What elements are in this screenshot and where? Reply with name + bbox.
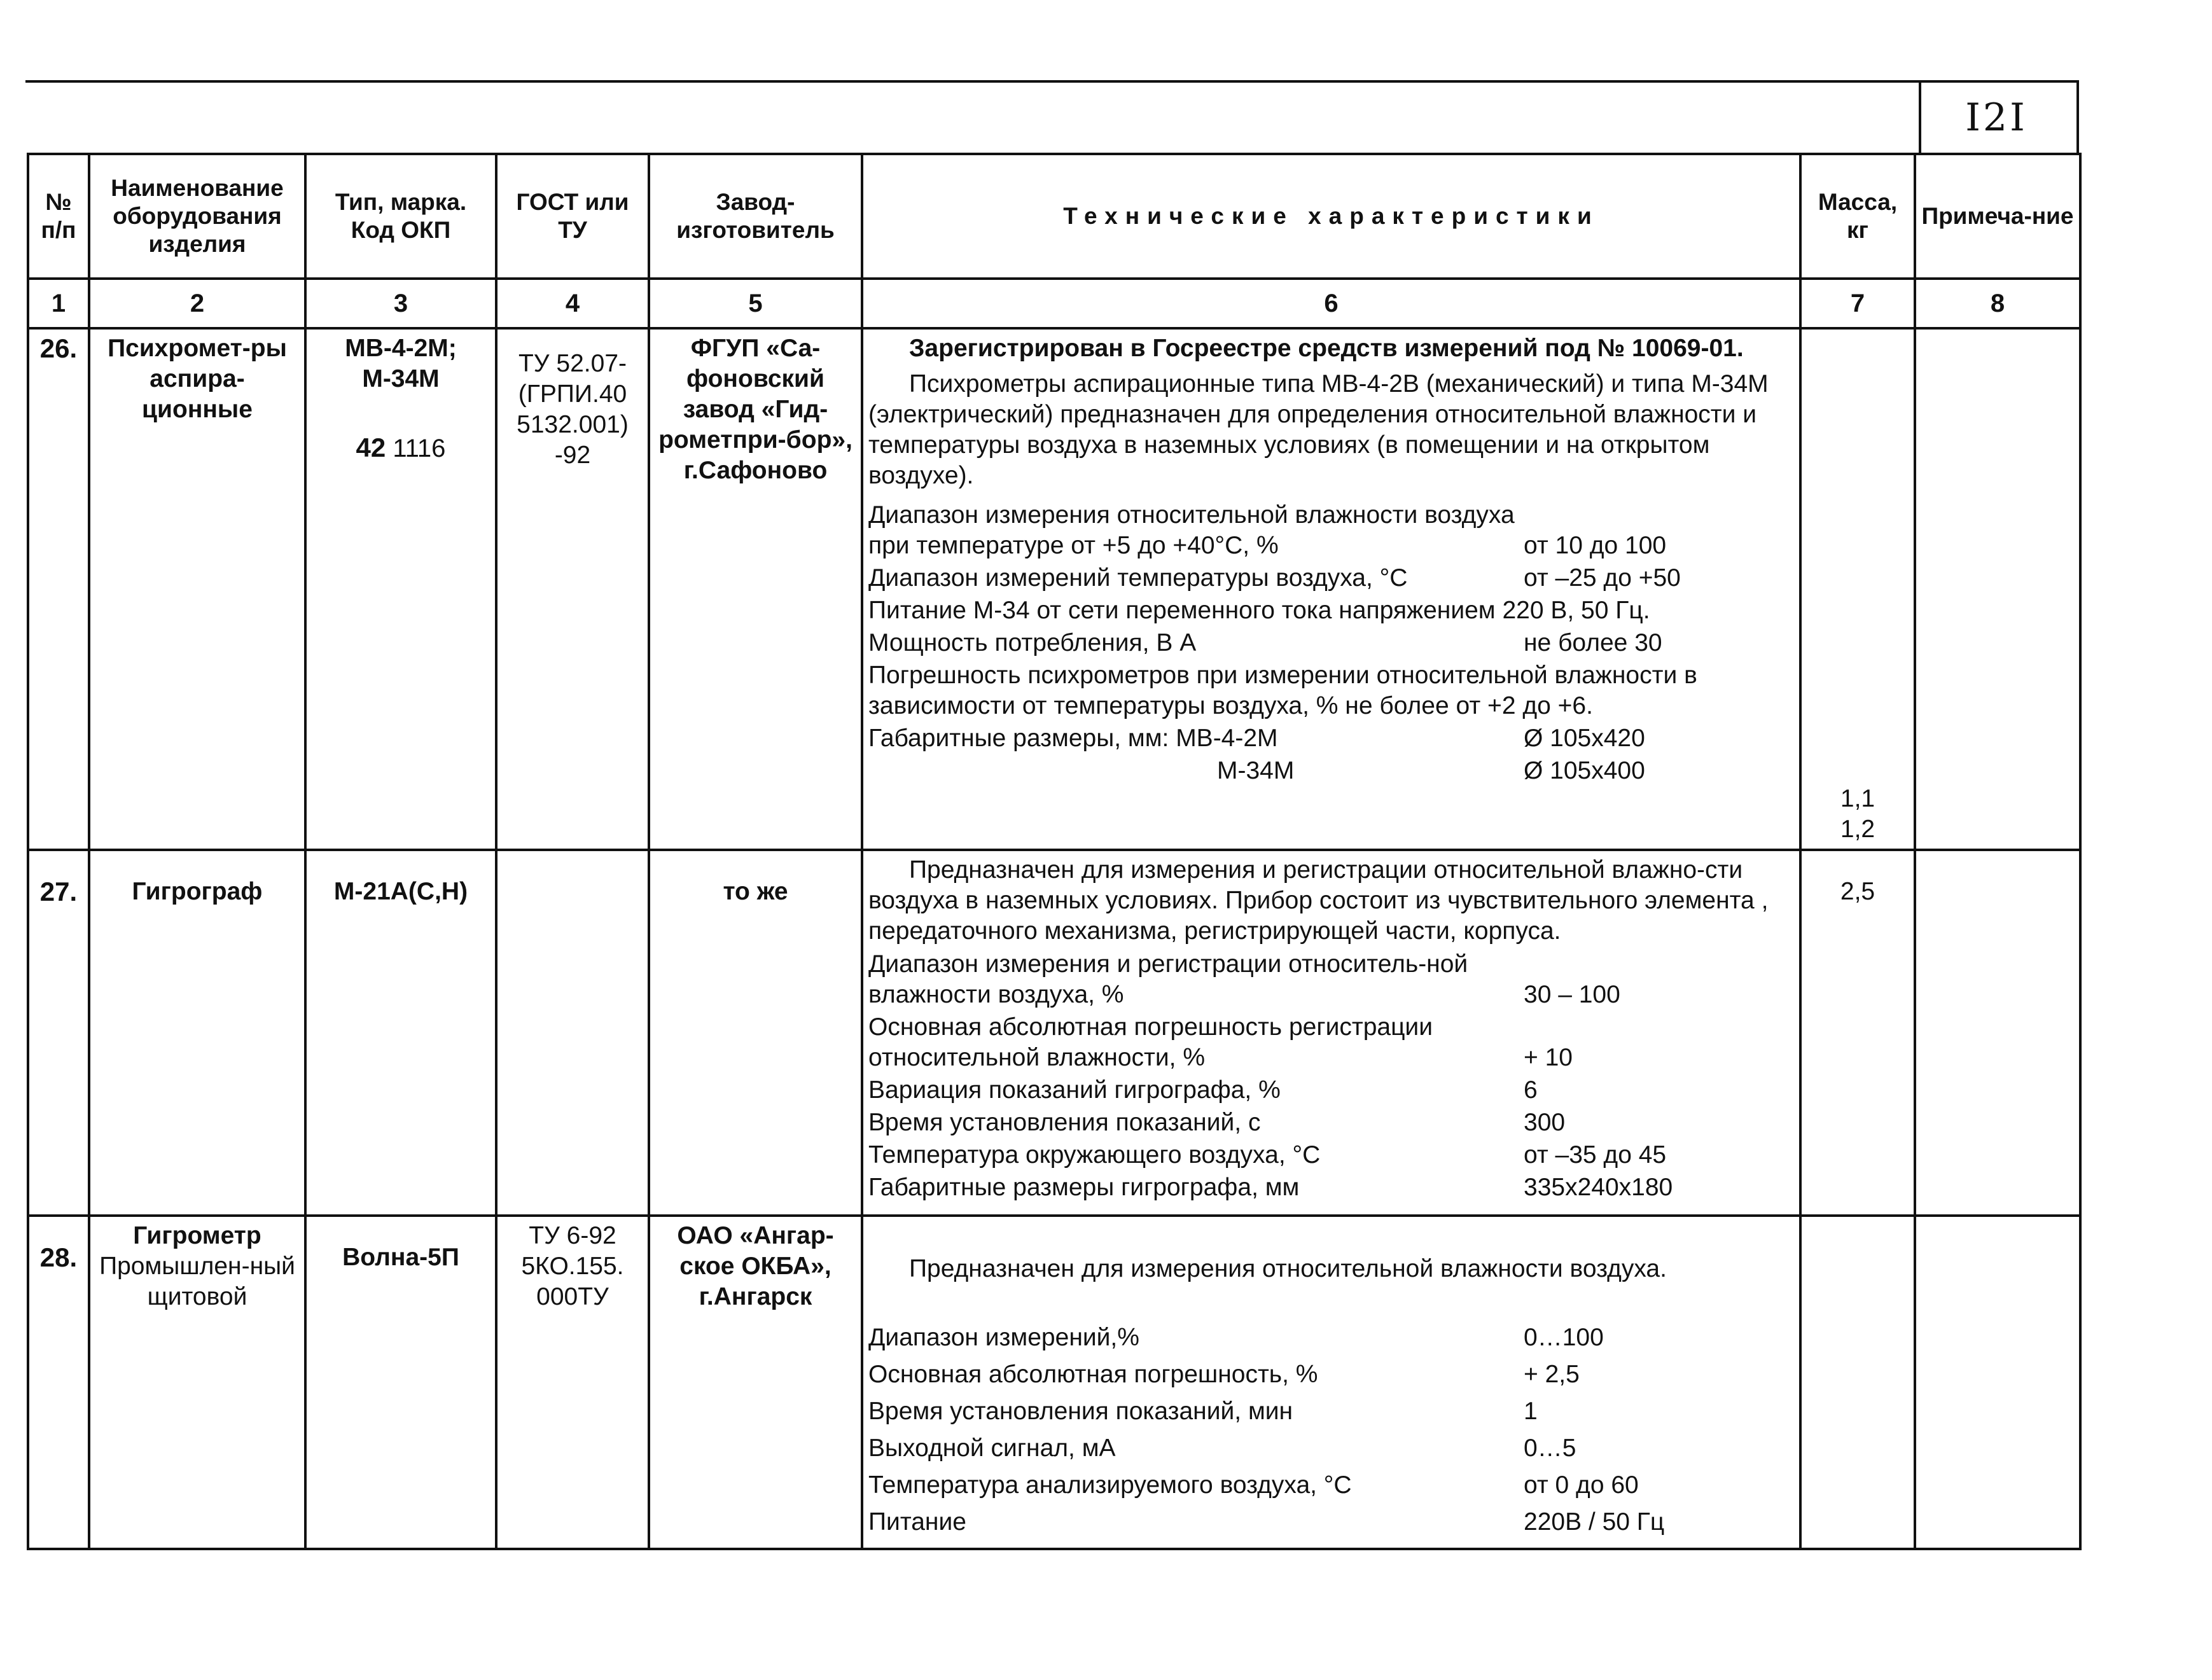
param-value: 0…5 [1524, 1434, 1576, 1462]
param-label: Основная абсолютная погрешность регистрации относительной влажности, % [868, 1013, 1433, 1071]
param-label: Время установления показаний, с [868, 1109, 1261, 1136]
param-row [868, 1172, 1794, 1203]
manufacturer: то же [649, 850, 862, 1216]
param-value: 1 [1524, 1398, 1538, 1425]
page-number-frame [2076, 80, 2079, 155]
row-number: 26. [28, 328, 89, 850]
param-row [868, 563, 1794, 594]
header-name: Наименование оборудования изделия [89, 154, 305, 279]
param-value: + 10 [1524, 1044, 1573, 1071]
param-row [868, 628, 1794, 658]
param-row [868, 1396, 1794, 1427]
equipment-name-detail: Промышлен-ный щитовой [99, 1253, 295, 1310]
okp-code [312, 433, 490, 464]
param-row [868, 1507, 1794, 1538]
param-row [868, 1107, 1794, 1138]
table-row [28, 328, 2080, 850]
param-value: Ø 105х420 [1524, 725, 1645, 752]
param-value: 6 [1524, 1076, 1538, 1104]
param-label: Питание М-34 от сети переменного тока напряжением 220 В, 50 Гц. [868, 597, 1650, 624]
equipment-name-main: Гигрометр [133, 1222, 261, 1249]
param-row [868, 595, 1794, 626]
param-value: 220В / 50 Гц [1524, 1508, 1665, 1536]
param-row [868, 500, 1794, 561]
tech-specs [862, 850, 1800, 1216]
mass-value: 2,5 [1800, 850, 1915, 1216]
gost-cell: ТУ 6-92 5КО.155. 000ТУ [496, 1216, 649, 1549]
param-value: + 2,5 [1524, 1361, 1580, 1388]
top-frame-line [25, 80, 2079, 83]
tech-specs [862, 328, 1800, 850]
gost-cell [496, 850, 649, 1216]
param-label: Диапазон измерения и регистрации относитель-ной влажности воздуха, % [868, 950, 1468, 1008]
type-mark: МВ-4-2М; М-34М [345, 335, 457, 392]
okp-prefix: 42 [356, 433, 386, 462]
param-value: 0…100 [1524, 1324, 1604, 1351]
row-number: 27. [28, 850, 89, 1216]
param-label: Вариация показаний гигрографа, % [868, 1076, 1281, 1104]
mass-value: 1,1 [1840, 785, 1875, 812]
index-cell: 3 [305, 279, 496, 328]
param-label: Основная абсолютная погрешность, % [868, 1361, 1318, 1388]
index-cell: 2 [89, 279, 305, 328]
param-label: Время установления показаний, мин [868, 1398, 1293, 1425]
param-label: М-34М [1217, 757, 1295, 784]
table-row [28, 850, 2080, 1216]
equipment-name: Психромет-ры аспира-ционные [89, 328, 305, 850]
description: Предназначен для измерения относительной влажности воздуха. [909, 1255, 1667, 1282]
index-cell: 8 [1915, 279, 2080, 328]
manufacturer: ОАО «Ангар-ское ОКБА», г.Ангарск [649, 1216, 862, 1549]
mass-value: 1,2 [1840, 816, 1875, 843]
param-label: Диапазон измерения относительной влажности воздуха при температуре от +5 до +40°С, % [868, 501, 1515, 559]
param-value: Ø 105х400 [1524, 757, 1645, 784]
header-gost: ГОСТ или ТУ [496, 154, 649, 279]
row-number: 28. [28, 1216, 89, 1549]
index-row [28, 279, 2080, 328]
equipment-table [27, 153, 2082, 1550]
param-row [868, 1012, 1794, 1073]
param-label: Диапазон измерений температуры воздуха, °С [868, 564, 1408, 592]
type-mark: Волна-5П [305, 1216, 496, 1549]
param-row [868, 1359, 1794, 1390]
param-value: 335х240х180 [1524, 1174, 1673, 1201]
param-value: 300 [1524, 1109, 1566, 1136]
header-tech: Технические характеристики [862, 154, 1800, 279]
param-label: Мощность потребления, В А [868, 629, 1197, 656]
param-row [868, 1140, 1794, 1170]
header-mass: Масса, кг [1800, 154, 1915, 279]
index-cell: 5 [649, 279, 862, 328]
page-number: I2I [1965, 95, 2028, 140]
note-cell [1915, 328, 2080, 850]
type-cell [305, 328, 496, 850]
param-value: от –35 до 45 [1524, 1141, 1667, 1169]
table-row [28, 1216, 2080, 1549]
equipment-name [89, 1216, 305, 1549]
param-value: 30 – 100 [1524, 981, 1620, 1008]
param-row [868, 1470, 1794, 1501]
param-row [868, 1075, 1794, 1106]
param-label: Температура анализируемого воздуха, °С [868, 1471, 1352, 1499]
index-cell: 1 [28, 279, 89, 328]
param-label: Температура окружающего воздуха, °С [868, 1141, 1321, 1169]
description: Психрометры аспирационные типа МВ-4-2В (механический) и типа М-34М (электрический) предназначен для определения относительной влажности и температуры воздуха в наземных условиях (в помещении и на открытом воздухе). [868, 370, 1769, 489]
header-type: Тип, марка. Код ОКП [305, 154, 496, 279]
index-cell: 4 [496, 279, 649, 328]
param-row [868, 756, 1794, 786]
param-label: Диапазон измерений,% [868, 1324, 1139, 1351]
index-cell: 7 [1800, 279, 1915, 328]
param-label: Выходной сигнал, мА [868, 1434, 1116, 1462]
param-label: Погрешность психрометров при измерении относительной влажности в зависимости от температуры воздуха, % не более от +2 до +6. [868, 662, 1697, 719]
param-row [868, 1322, 1794, 1353]
param-value: от 0 до 60 [1524, 1471, 1639, 1499]
header-num: № п/п [28, 154, 89, 279]
header-note: Примеча-ние [1915, 154, 2080, 279]
param-row [868, 723, 1794, 754]
type-mark: М-21А(С,Н) [305, 850, 496, 1216]
tech-specs [862, 1216, 1800, 1549]
note-cell [1915, 1216, 2080, 1549]
mass-cell [1800, 328, 1915, 850]
param-row [868, 949, 1794, 1010]
note-cell [1915, 850, 2080, 1216]
param-value: от 10 до 100 [1524, 532, 1667, 559]
param-label: Питание [868, 1508, 966, 1536]
param-value: от –25 до +50 [1524, 564, 1681, 592]
mass-value [1800, 1216, 1915, 1549]
manufacturer: ФГУП «Са-фоновский завод «Гид-рометпри-бор», г.Сафоново [649, 328, 862, 850]
okp-suffix: 1116 [386, 434, 446, 462]
header-maker: Завод-изготовитель [649, 154, 862, 279]
param-label: Габаритные размеры, мм: МВ-4-2М [868, 725, 1278, 752]
param-label: Габаритные размеры гигрографа, мм [868, 1174, 1300, 1201]
registration-note: Зарегистрирован в Госреестре средств измерений под № 10069-01. [909, 335, 1744, 362]
param-row [868, 1433, 1794, 1464]
index-cell: 6 [862, 279, 1800, 328]
header-row [28, 154, 2080, 279]
param-value: не более 30 [1524, 629, 1662, 656]
gost-cell: ТУ 52.07-(ГРПИ.40 5132.001) -92 [496, 328, 649, 850]
description: Предназначен для измерения и регистрации относительной влажно-сти воздуха в наземных условиях. Прибор состоит из чувствительного элемента , передаточного механизма, регистрирующей части, корпуса. [868, 856, 1769, 945]
equipment-name: Гигрограф [89, 850, 305, 1216]
page-number-frame [1919, 80, 1921, 155]
param-row [868, 660, 1794, 721]
